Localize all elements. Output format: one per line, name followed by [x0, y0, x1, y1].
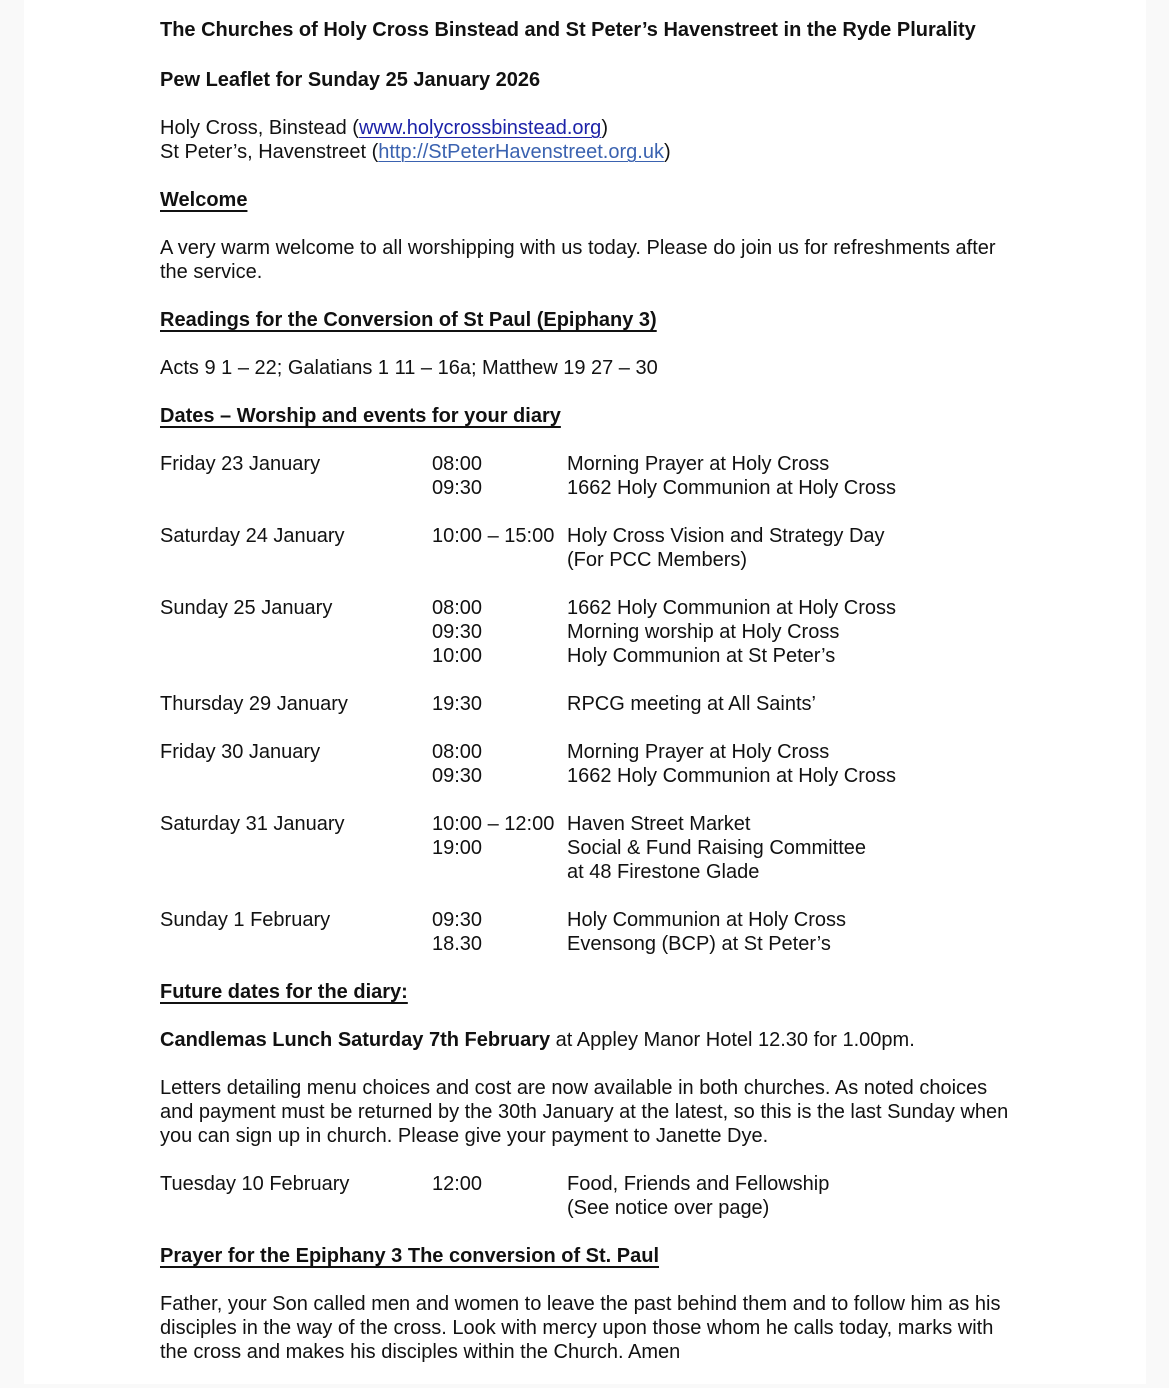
- future-schedule-table: [160, 1172, 1020, 1220]
- schedule-time: 09:30: [432, 621, 483, 643]
- letters-notice: Letters detailing menu choices and cost are now available in both churches. As noted choices and payment must be returned by the 30th January at the latest, so this is the last Sunday when you can sign up in church. Please give your payment to Janette Dye.: [160, 1077, 1009, 1147]
- schedule-day: Tuesday 10 February: [160, 1173, 350, 1195]
- readings-section: [160, 308, 1020, 332]
- schedule-day: Sunday 25 January: [160, 597, 333, 619]
- schedule-event: Morning Prayer at Holy Cross: [567, 453, 830, 475]
- prayer-heading: Prayer for the Epiphany 3 The conversion of St. Paul: [160, 1245, 660, 1267]
- candlemas-notice: [160, 1028, 1020, 1052]
- schedule-event: (See notice over page): [567, 1197, 770, 1219]
- schedule-day: [160, 836, 432, 860]
- schedule-time: 19:00: [432, 837, 483, 859]
- candlemas-title: Candlemas Lunch Saturday 7th February: [160, 1029, 551, 1051]
- document-page: [24, 0, 1146, 1384]
- schedule-day: [160, 620, 432, 644]
- schedule-event: (For PCC Members): [567, 549, 748, 571]
- schedule-event: RPCG meeting at All Saints’: [567, 693, 816, 715]
- dates-section: [160, 404, 1020, 428]
- readings-heading: Readings for the Conversion of St Paul (Epiphany 3): [160, 309, 657, 331]
- paren-close: ): [601, 117, 608, 139]
- schedule-event: 1662 Holy Communion at Holy Cross: [567, 765, 897, 787]
- st-peters-website-link[interactable]: http://StPeterHavenstreet.org.uk: [378, 141, 664, 163]
- schedule-day-group: [160, 596, 1020, 668]
- schedule-day: Sunday 1 February: [160, 909, 331, 931]
- document-subtitle: Pew Leaflet for Sunday 25 January 2026: [160, 69, 541, 91]
- schedule-time: 19:30: [432, 693, 483, 715]
- schedule-time: 12:00: [432, 1173, 483, 1195]
- church-links: [160, 116, 1020, 164]
- future-heading: Future dates for the diary:: [160, 981, 408, 1003]
- church-name-holy-cross: Holy Cross, Binstead (: [160, 117, 359, 139]
- schedule-day-group: [160, 908, 1020, 956]
- future-section: [160, 980, 1020, 1004]
- holy-cross-website-link[interactable]: www.holycrossbinstead.org: [358, 117, 602, 139]
- schedule-event: Social & Fund Raising Committee: [567, 837, 867, 859]
- document-title: The Churches of Holy Cross Binstead and St Peter’s Havenstreet in the Ryde Plurality: [160, 19, 976, 41]
- schedule-event: Haven Street Market: [567, 813, 751, 835]
- schedule-day: [160, 764, 432, 788]
- schedule-day: [160, 644, 432, 668]
- schedule-event: Holy Communion at Holy Cross: [567, 909, 846, 931]
- schedule-day: Friday 23 January: [160, 453, 321, 475]
- schedule-time: 09:30: [432, 765, 483, 787]
- paren-close: ): [663, 141, 671, 163]
- prayer-text: Father, your Son called men and women to leave the past behind them and to follow him as his disciples in the way of the cross. Look with mercy upon those whom he calls today, marks with the cross and makes his disciples within the Church. Amen: [160, 1293, 1001, 1363]
- schedule-time: 08:00: [432, 741, 483, 763]
- schedule-event: Holy Communion at St Peter’s: [567, 645, 836, 667]
- schedule-time: 10:00 – 12:00: [432, 813, 555, 835]
- schedule-time: [432, 1196, 567, 1220]
- welcome-text: A very warm welcome to all worshipping with us today. Please do join us for refreshments after the service.: [160, 237, 996, 283]
- schedule-time: 18.30: [432, 933, 483, 955]
- church-line-holy-cross: [160, 116, 1020, 140]
- schedule-time: 08:00: [432, 453, 483, 475]
- schedule-time: 09:30: [432, 477, 483, 499]
- schedule-time: 09:30: [432, 909, 483, 931]
- schedule-day: [160, 860, 432, 884]
- dates-heading: Dates – Worship and events for your diary: [160, 405, 561, 427]
- schedule-time: [432, 548, 567, 572]
- schedule-day: [160, 1196, 432, 1220]
- schedule-event: Morning Prayer at Holy Cross: [567, 741, 830, 763]
- schedule-day-group: [160, 1172, 1020, 1220]
- readings-text: Acts 9 1 – 22; Galatians 1 11 – 16a; Matthew 19 27 – 30: [160, 357, 658, 379]
- schedule-day-group: [160, 692, 1020, 716]
- schedule-event: Evensong (BCP) at St Peter’s: [567, 933, 831, 955]
- schedule-day-group: [160, 812, 1020, 884]
- schedule-event: 1662 Holy Communion at Holy Cross: [567, 477, 897, 499]
- prayer-section: [160, 1244, 1020, 1268]
- schedule-day: Saturday 31 January: [160, 813, 345, 835]
- leaflet-content: [160, 18, 1020, 1388]
- schedule-event: Food, Friends and Fellowship: [567, 1173, 830, 1195]
- schedule-event: at 48 Firestone Glade: [567, 861, 760, 883]
- welcome-section: [160, 188, 1020, 212]
- schedule-day: [160, 548, 432, 572]
- schedule-day: Saturday 24 January: [160, 525, 345, 547]
- schedule-event: Holy Cross Vision and Strategy Day: [567, 525, 885, 547]
- schedule-time: [432, 860, 567, 884]
- schedule-day-group: [160, 740, 1020, 788]
- schedule-time: 10:00 – 15:00: [432, 525, 555, 547]
- schedule-event: 1662 Holy Communion at Holy Cross: [567, 597, 897, 619]
- schedule-event: Morning worship at Holy Cross: [567, 621, 840, 643]
- schedule-day: [160, 932, 432, 956]
- church-line-st-peters: [160, 140, 1020, 164]
- schedule-day: Friday 30 January: [160, 741, 321, 763]
- schedule-time: 08:00: [432, 597, 483, 619]
- schedule-table: [160, 452, 1020, 956]
- schedule-day: Thursday 29 January: [160, 693, 348, 715]
- welcome-heading: Welcome: [160, 189, 248, 211]
- schedule-day-group: [160, 452, 1020, 500]
- church-name-st-peters: St Peter’s, Havenstreet (: [160, 141, 379, 163]
- candlemas-details: at Appley Manor Hotel 12.30 for 1.00pm.: [550, 1029, 915, 1051]
- schedule-day-group: [160, 524, 1020, 572]
- schedule-time: 10:00: [432, 645, 483, 667]
- schedule-day: [160, 476, 432, 500]
